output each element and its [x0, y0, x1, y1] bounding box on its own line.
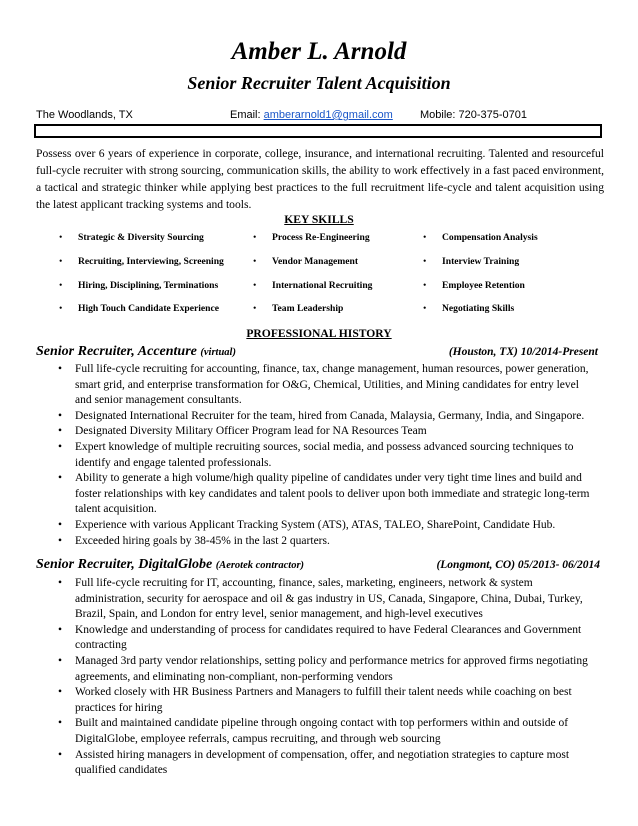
- skill-item: • Process Re-Engineering: [253, 232, 370, 243]
- list-item: • Full life-cycle recruiting for accounting, finance, tax, change management, human resources, power generation, smart grid, and enterprise transformation for O&G, Chemical, Utilities, and Mining candidates for entry level and senior management consultants.: [58, 363, 589, 407]
- skill-item: • High Touch Candidate Experience: [59, 303, 219, 314]
- job-qualifier: (virtual): [200, 347, 236, 358]
- bullet-icon: •: [58, 518, 63, 531]
- skill-item: • Vendor Management: [253, 256, 359, 267]
- list-item: • Assisted hiring managers in development of compensation, offer, and negotiation strategies to capture most qualified candidates: [58, 748, 570, 777]
- list-item: • Ability to generate a high volume/high quality pipeline of candidates under very tight time lines and build and foster relationships with key candidates and talent pools to deliver upon both immediate and strategic long-term talent acquisition.: [58, 472, 590, 516]
- bullet-icon: •: [58, 472, 63, 485]
- skill-item: • Team Leadership: [253, 303, 344, 314]
- skill-item: • International Recruiting: [253, 280, 373, 291]
- email-link[interactable]: amberarnold1@gmail.com: [263, 109, 393, 121]
- candidate-title: Senior Recruiter Talent Acquisition: [187, 73, 451, 93]
- job-title: Senior Recruiter, DigitalGlobe (Aerotek contractor): [36, 557, 305, 572]
- list-item: • Built and maintained candidate pipeline through ongoing contact with top performers within and outside of DigitalGlobe, employee referrals, campus recruiting, and through web sourcing: [58, 717, 569, 745]
- job-duties-list: [58, 576, 598, 779]
- skill-item: • Recruiting, Interviewing, Screening: [59, 256, 224, 267]
- bullet-icon: •: [253, 256, 257, 267]
- bullet-icon: •: [58, 534, 63, 547]
- bullet-icon: •: [58, 654, 63, 667]
- list-item: • Designated Diversity Military Officer Program lead for NA Resources Team: [58, 424, 598, 440]
- bullet-icon: •: [58, 686, 63, 699]
- contact-location: The Woodlands, TX: [36, 109, 133, 121]
- bullet-icon: •: [59, 256, 63, 267]
- bullet-icon: •: [58, 440, 63, 453]
- candidate-name: Amber L. Arnold: [231, 38, 407, 65]
- skill-item: • Employee Retention: [423, 280, 525, 291]
- job-title: Senior Recruiter, Accenture (virtual): [36, 344, 236, 359]
- professional-history-heading: PROFESSIONAL HISTORY: [246, 327, 392, 340]
- contact-mobile: Mobile: 720-375-0701: [420, 109, 528, 121]
- list-item: • Exceeded hiring goals by 38-45% in the last 2 quarters.: [58, 534, 598, 550]
- contact-email: [230, 109, 393, 121]
- job-location-dates: (Houston, TX) 10/2014-Present: [448, 346, 598, 358]
- bullet-icon: •: [59, 232, 63, 243]
- job-location-dates: (Longmont, CO) 05/2013- 06/2014: [436, 559, 600, 571]
- bullet-icon: •: [423, 232, 427, 243]
- bullet-icon: •: [58, 717, 63, 730]
- list-item: • Knowledge and understanding of process for candidates required to have Federal Clearances and Government contracting: [58, 623, 582, 652]
- bullet-icon: •: [58, 623, 63, 636]
- skill-item: • Strategic & Diversity Sourcing: [59, 232, 204, 243]
- header-divider-box: [34, 124, 602, 138]
- key-skills-heading: KEY SKILLS: [284, 213, 354, 226]
- bullet-icon: •: [58, 363, 63, 375]
- bullet-icon: •: [58, 577, 63, 589]
- skill-item: • Compensation Analysis: [423, 232, 538, 243]
- bullet-icon: •: [423, 303, 427, 314]
- bullet-icon: •: [253, 232, 257, 243]
- bullet-icon: •: [253, 303, 257, 314]
- bullet-icon: •: [58, 409, 63, 422]
- bullet-icon: •: [59, 280, 63, 291]
- skill-item: • Negotiating Skills: [423, 303, 515, 314]
- job-qualifier: (Aerotek contractor): [215, 560, 305, 571]
- list-item: • Managed 3rd party vendor relationships, setting policy and performance metrics for approved firms negotiating agreements, and eliminating non-compliant, non-performing vendors: [58, 654, 588, 683]
- skill-item: • Hiring, Disciplining, Terminations: [59, 280, 219, 291]
- bullet-icon: •: [423, 256, 427, 267]
- bullet-icon: •: [58, 748, 63, 761]
- bullet-icon: •: [58, 425, 63, 438]
- list-item: • Expert knowledge of multiple recruiting sources, social media, and possess advanced sourcing techniques to identify and engage talented professionals.: [58, 440, 574, 469]
- list-item: • Worked closely with HR Business Partners and Managers to fulfill their talent needs while coaching on best practices for hiring: [58, 686, 572, 714]
- bullet-icon: •: [253, 280, 257, 291]
- skill-item: • Interview Training: [423, 256, 520, 267]
- email-label: Email:: [230, 109, 264, 121]
- profile-summary: Possess over 6 years of experience in corporate, college, insurance, and international recruiting. Talented and resourceful full-cycle recruiter with strong sourcing, communication skills, the ability to work effectively in a fast paced environment, a tactical and strategic thinker while applying best practices to the full recruitment life-cycle and talent acquisition using the latest applicant tracking systems and tools.: [36, 147, 604, 211]
- list-item: • Designated International Recruiter for the team, hired from Canada, Malaysia, Germany, India, and Singapore.: [58, 409, 598, 425]
- list-item: • Full life-cycle recruiting for IT, accounting, finance, sales, marketing, engineers, network & system administration, security for aerospace and oil & gas industry in US, Canada, Singapore, China, Dubai, Turkey, Brazil, Spain, and London for entry level, senior management, and high-level executives: [58, 577, 583, 621]
- list-item: • Experience with various Applicant Tracking System (ATS), ATAS, TALEO, SharePoint, Candidate Hub.: [58, 518, 598, 534]
- bullet-icon: •: [423, 280, 427, 291]
- job-duties-list: [58, 362, 598, 549]
- bullet-icon: •: [59, 303, 63, 314]
